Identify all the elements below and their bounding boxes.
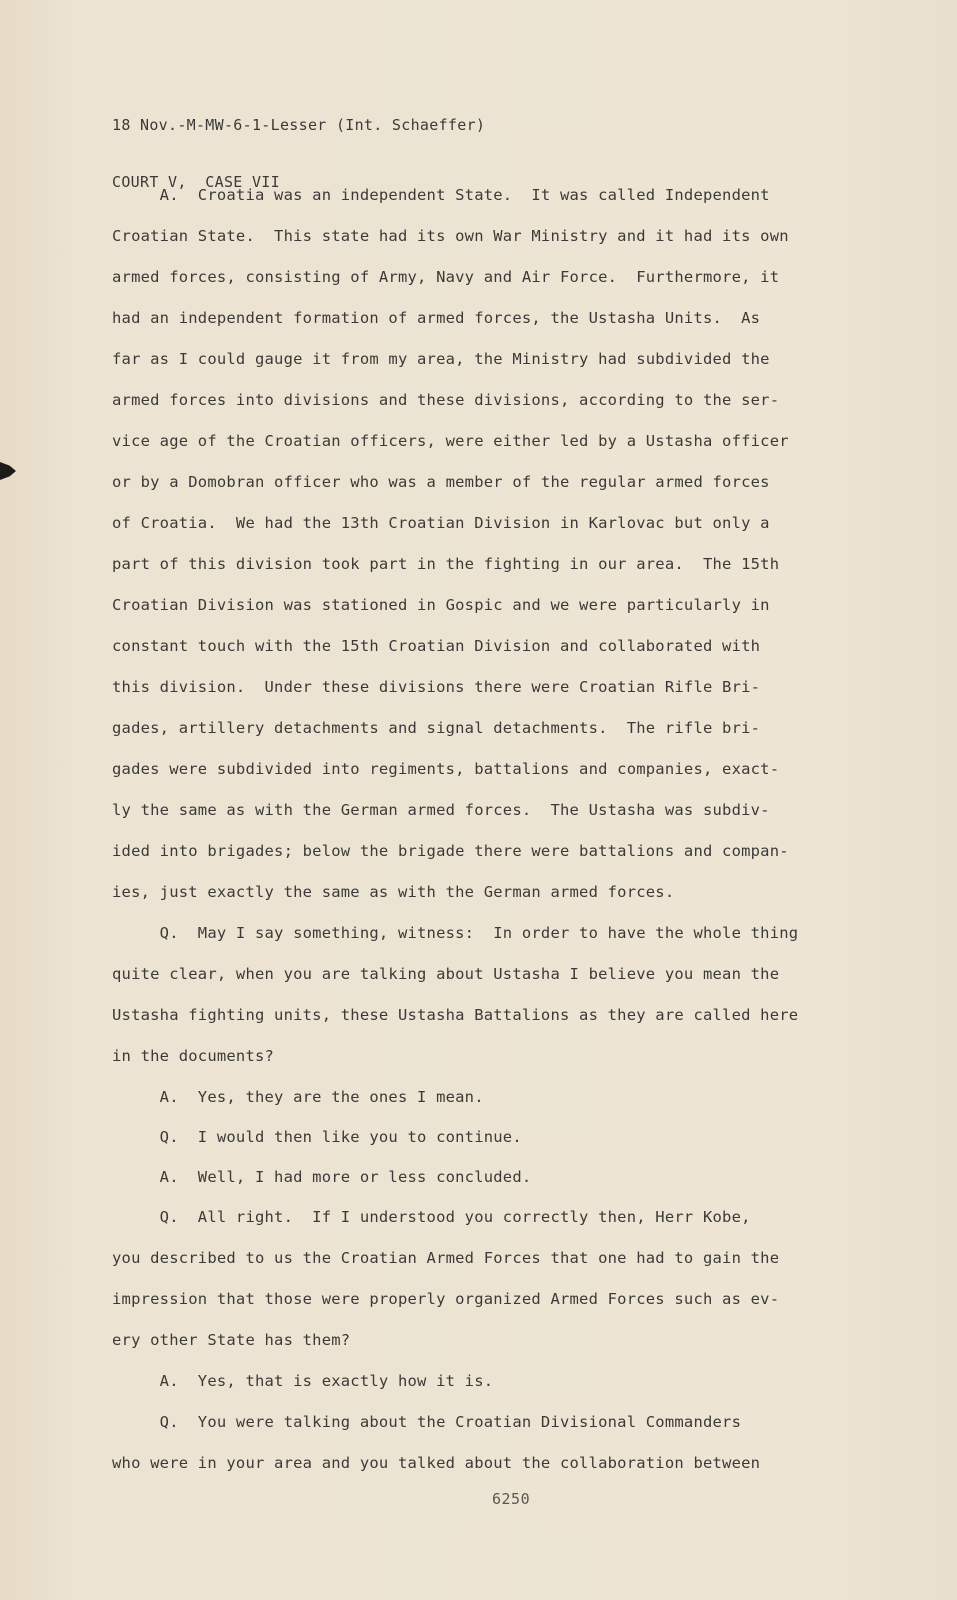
text-line: had an independent formation of armed forces, the Ustasha Units. As xyxy=(112,309,761,327)
text-line: far as I could gauge it from my area, the Ministry had subdivided the xyxy=(112,350,770,368)
text-line: Q. I would then like you to continue. xyxy=(112,1128,522,1146)
text-line: in the documents? xyxy=(112,1047,275,1065)
text-line: Q. You were talking about the Croatian Divisional Commanders xyxy=(112,1413,742,1431)
text-line: or by a Domobran officer who was a member of the regular armed forces xyxy=(112,473,770,491)
text-line: impression that those were properly organized Armed Forces such as ev- xyxy=(112,1290,780,1308)
text-line: Croatian State. This state had its own War Ministry and it had its own xyxy=(112,227,789,245)
text-line: armed forces, consisting of Army, Navy and Air Force. Furthermore, it xyxy=(112,268,780,286)
text-line: A. Yes, that is exactly how it is. xyxy=(112,1372,494,1390)
header-line-2: COURT V, CASE VII xyxy=(112,173,280,191)
text-line: part of this division took part in the fighting in our area. The 15th xyxy=(112,555,780,573)
text-line: constant touch with the 15th Croatian Division and collaborated with xyxy=(112,637,761,655)
text-line: this division. Under these divisions there were Croatian Rifle Bri- xyxy=(112,678,761,696)
text-line: ly the same as with the German armed forces. The Ustasha was subdiv- xyxy=(112,801,770,819)
text-line: ery other State has them? xyxy=(112,1331,351,1349)
text-line: of Croatia. We had the 13th Croatian Division in Karlovac but only a xyxy=(112,514,770,532)
text-line: A. Yes, they are the ones I mean. xyxy=(112,1088,484,1106)
text-line: A. Croatia was an independent State. It was called Independent xyxy=(112,186,770,204)
text-line: gades were subdivided into regiments, battalions and companies, exact- xyxy=(112,760,780,778)
text-line: Ustasha fighting units, these Ustasha Battalions as they are called here xyxy=(112,1006,799,1024)
text-line: Q. All right. If I understood you correctly then, Herr Kobe, xyxy=(112,1208,751,1226)
text-line: ies, just exactly the same as with the German armed forces. xyxy=(112,883,675,901)
staple-mark xyxy=(0,462,16,480)
text-line: Q. May I say something, witness: In order to have the whole thing xyxy=(112,924,799,942)
header-line-1: 18 Nov.-M-MW-6-1-Lesser (Int. Schaeffer) xyxy=(112,116,486,134)
text-line: you described to us the Croatian Armed Forces that one had to gain the xyxy=(112,1249,780,1267)
text-line: who were in your area and you talked about the collaboration between xyxy=(112,1454,761,1472)
page-number: 6250 xyxy=(492,1490,531,1508)
transcript-body xyxy=(112,175,872,1484)
text-line: Croatian Division was stationed in Gospic and we were particularly in xyxy=(112,596,770,614)
text-line: gades, artillery detachments and signal detachments. The rifle bri- xyxy=(112,719,761,737)
text-line: vice age of the Croatian officers, were either led by a Ustasha officer xyxy=(112,432,789,450)
text-line: armed forces into divisions and these divisions, according to the ser- xyxy=(112,391,780,409)
text-line: ided into brigades; below the brigade there were battalions and compan- xyxy=(112,842,789,860)
text-line: quite clear, when you are talking about Ustasha I believe you mean the xyxy=(112,965,780,983)
text-line: A. Well, I had more or less concluded. xyxy=(112,1168,532,1186)
